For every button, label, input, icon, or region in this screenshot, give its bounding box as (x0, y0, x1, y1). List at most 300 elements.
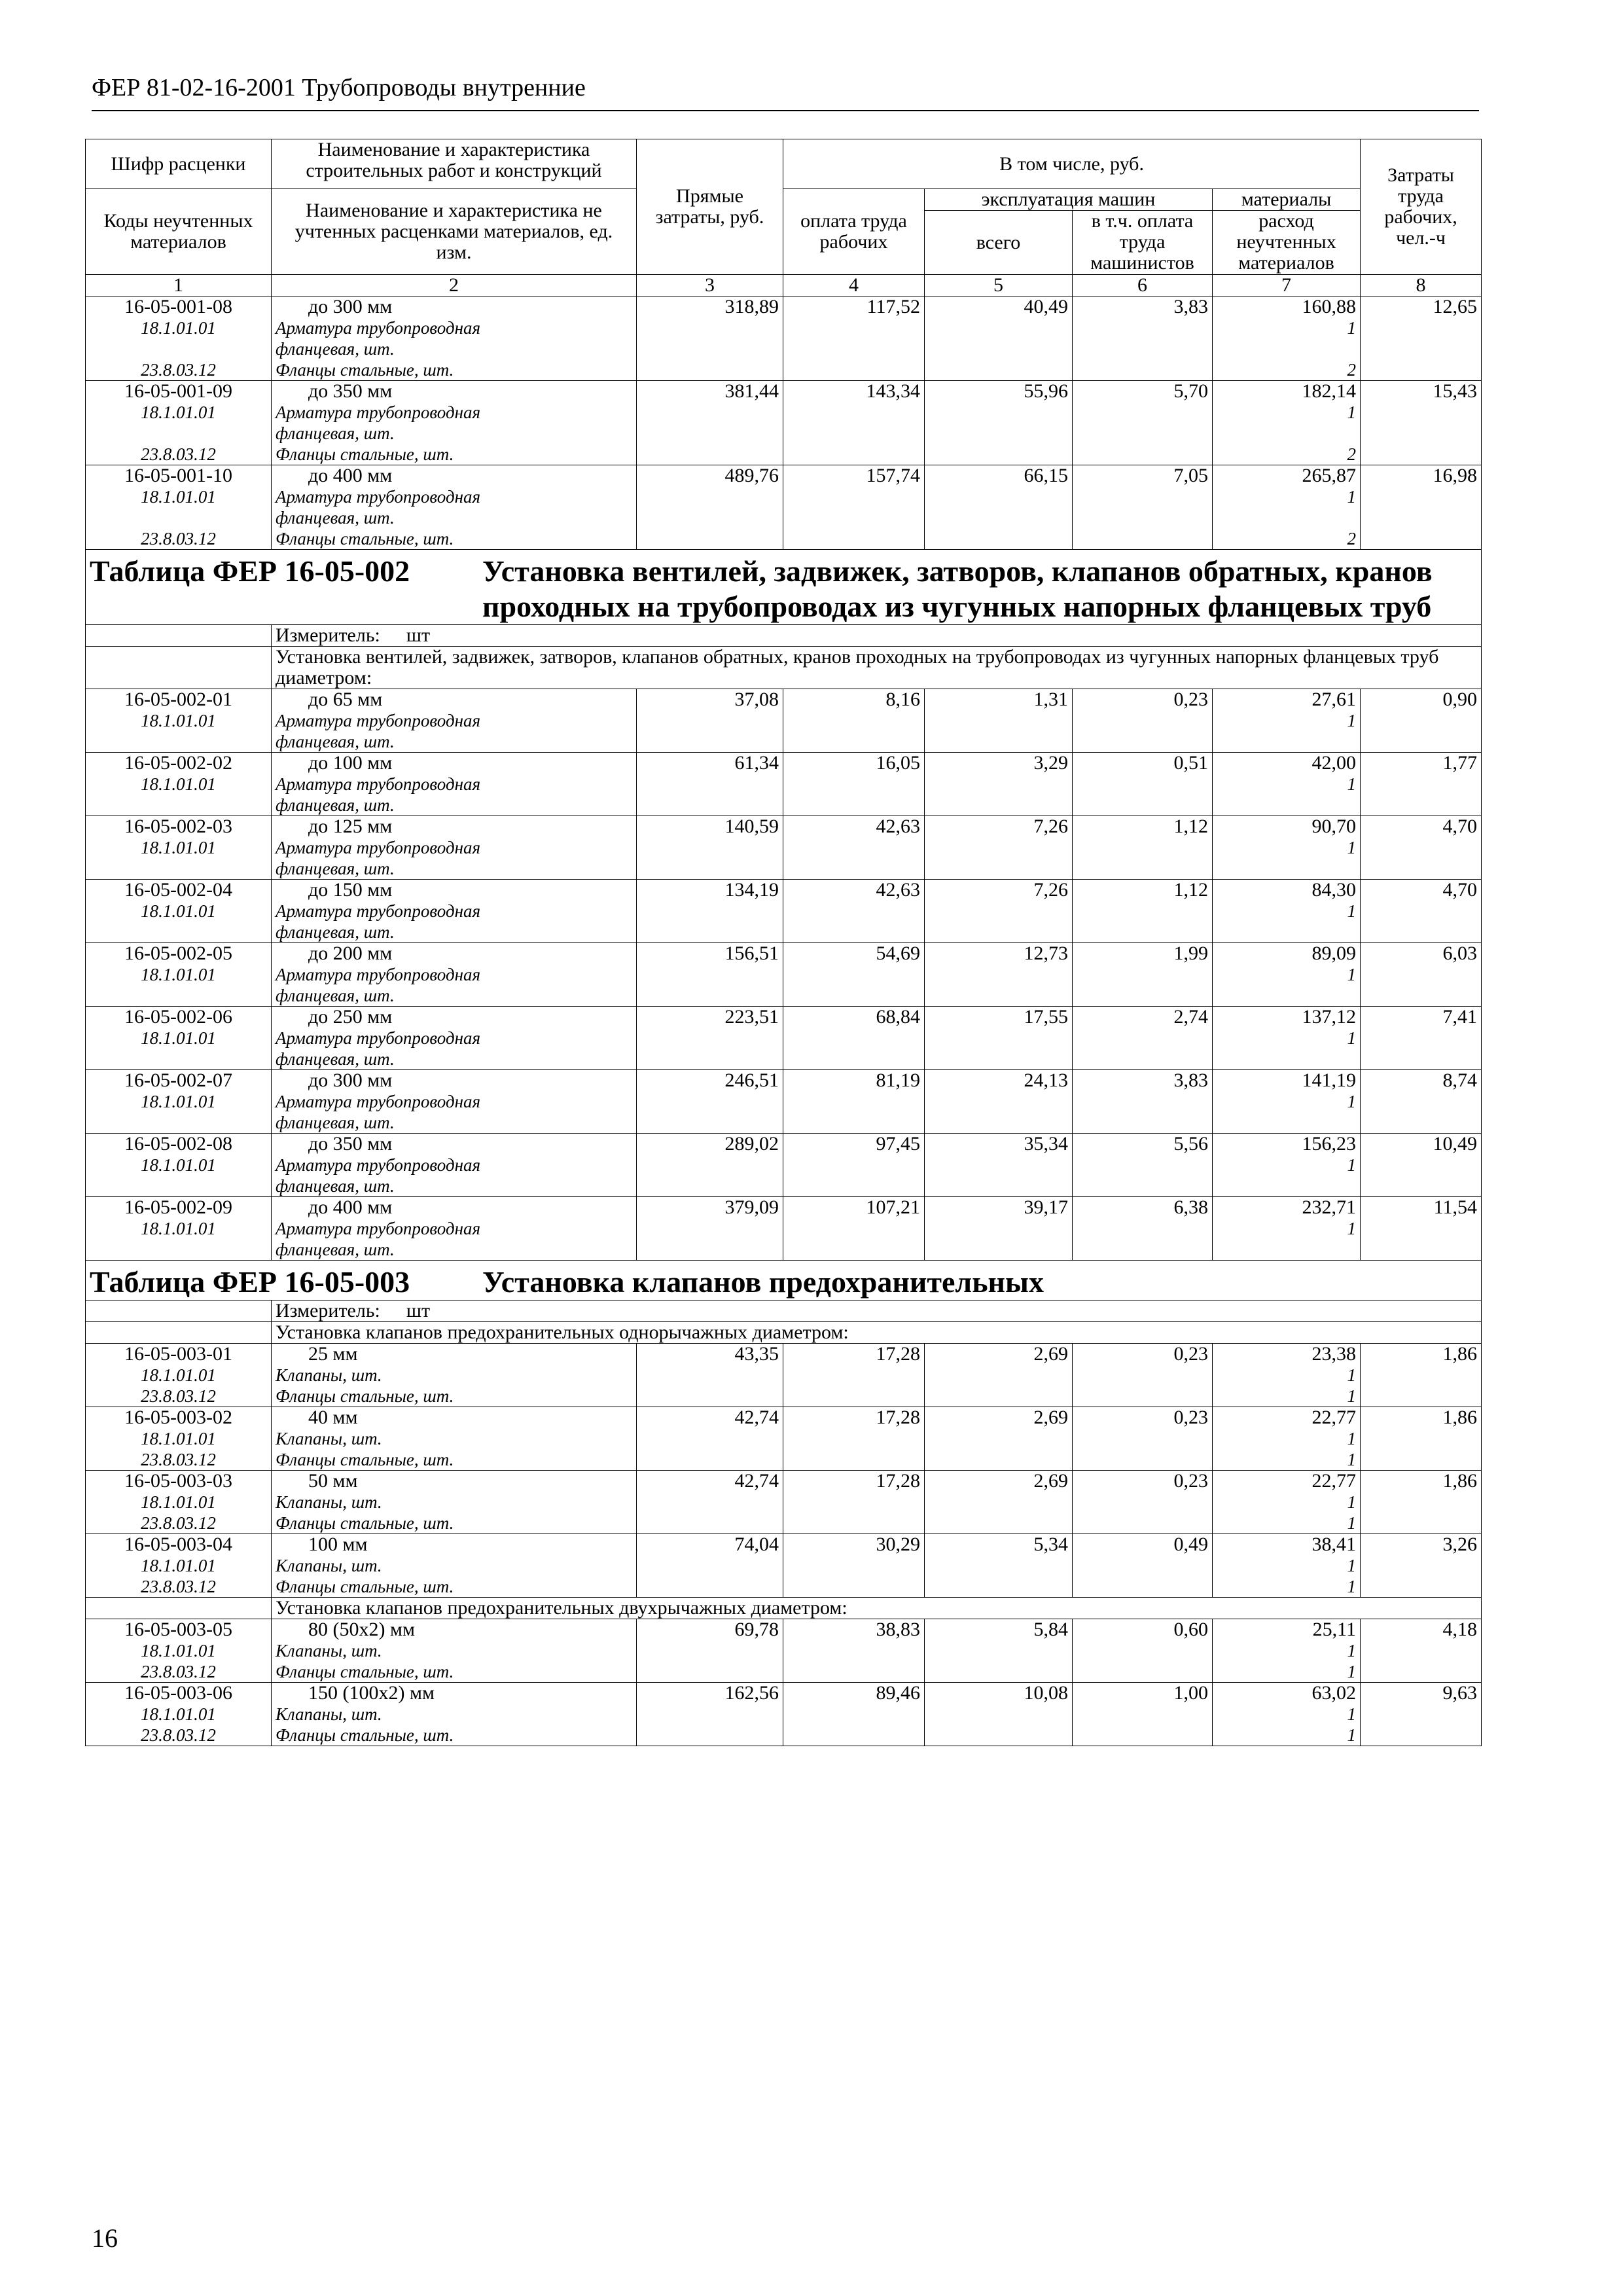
rate-value: 38,41 (1311, 1534, 1357, 1555)
rate-name: до 65 мм (308, 689, 383, 710)
rate-value: 246,51 (724, 1069, 779, 1091)
rate-value: 1,77 (1442, 752, 1478, 774)
meter-unit: шт (406, 1300, 431, 1321)
rate-cell-code (86, 943, 272, 1007)
rate-value: 12,65 (1433, 296, 1478, 317)
rate-value: 289,02 (724, 1133, 779, 1155)
rate-value: 381,44 (724, 380, 779, 402)
rate-cell-name (272, 465, 637, 550)
rate-value: 318,89 (724, 296, 779, 317)
rate-value: 140,59 (724, 816, 779, 837)
table-title-row (86, 1261, 1482, 1300)
material-qty (1217, 731, 1356, 752)
rate-row (86, 465, 1482, 550)
rate-code: 16-05-003-04 (124, 1534, 232, 1555)
value-cell (783, 381, 925, 465)
value-cell (925, 1471, 1073, 1534)
column-number: 8 (1361, 275, 1482, 296)
rate-row (86, 816, 1482, 880)
rate-row (86, 1070, 1482, 1134)
material-name: Фланцы стальные, шт. (276, 1386, 454, 1406)
material-qty: 1 (1347, 1155, 1357, 1175)
material-code (90, 731, 267, 752)
rate-value: 2,69 (1033, 1343, 1068, 1365)
rate-cell-code (86, 1197, 272, 1261)
group-title: Установка клапанов предохранительных однорычажных диаметром: (272, 1322, 1482, 1344)
rate-name: до 400 мм (308, 1196, 393, 1218)
material-qty: 1 (1347, 1492, 1357, 1512)
rate-value: 1,12 (1173, 879, 1208, 901)
material-name: Фланцы стальные, шт. (276, 1450, 454, 1469)
rate-cell-code (86, 1534, 272, 1598)
rate-row (86, 880, 1482, 943)
value-cell (783, 465, 925, 550)
material-name: Фланцы стальные, шт. (276, 529, 454, 548)
rate-cell-name (272, 689, 637, 753)
rate-row (86, 1471, 1482, 1534)
rate-code: 16-05-001-08 (124, 296, 232, 317)
meter-row (86, 1300, 1482, 1322)
rate-code: 16-05-002-08 (124, 1133, 232, 1155)
rate-value: 84,30 (1311, 879, 1357, 901)
material-name: Клапаны, шт. (276, 1704, 382, 1724)
material-name: Арматура трубопроводная (276, 774, 481, 794)
column-number: 3 (637, 275, 783, 296)
material-name: Клапаны, шт. (276, 1429, 382, 1448)
material-qty: 1 (1347, 1219, 1357, 1238)
material-code: 23.8.03.12 (141, 1725, 216, 1745)
material-qty: 1 (1347, 318, 1357, 338)
rate-code: 16-05-001-10 (124, 465, 232, 486)
rates-table (85, 139, 1482, 1746)
rate-row (86, 1197, 1482, 1261)
material-name: Арматура трубопроводная (276, 403, 481, 422)
table-title-cell (86, 550, 1482, 625)
rate-value: 74,04 (734, 1534, 779, 1555)
rate-name: до 100 мм (308, 752, 393, 774)
rate-value: 42,74 (734, 1470, 779, 1492)
value-cell (1213, 1070, 1361, 1134)
rate-value: 39,17 (1024, 1196, 1068, 1218)
value-cell (783, 1471, 925, 1534)
material-code: 23.8.03.12 (141, 1513, 216, 1533)
value-cell (783, 753, 925, 816)
meter-cell-blank (86, 625, 272, 647)
value-cell (637, 1070, 783, 1134)
rate-cell-name (272, 1007, 637, 1070)
rate-row (86, 1134, 1482, 1197)
rate-value: 6,03 (1442, 942, 1478, 964)
meter-cell-blank (86, 1300, 272, 1322)
header-name: Наименование и характеристика строительных работ и конструкций (272, 139, 637, 189)
rate-row (86, 296, 1482, 381)
rate-cell-code (86, 1407, 272, 1471)
material-qty (1217, 507, 1356, 528)
material-qty: 1 (1347, 1092, 1357, 1111)
rate-value: 379,09 (724, 1196, 779, 1218)
value-cell (1213, 1534, 1361, 1598)
material-name: Фланцы стальные, шт. (276, 444, 454, 464)
material-qty: 1 (1347, 1725, 1357, 1745)
material-code: 18.1.01.01 (141, 1704, 216, 1724)
value-cell (1213, 943, 1361, 1007)
material-name: фланцевая, шт. (276, 1176, 395, 1196)
value-cell (925, 296, 1073, 381)
value-cell (1213, 1683, 1361, 1746)
rate-row (86, 1407, 1482, 1471)
rate-name: 25 мм (308, 1343, 358, 1365)
header-row (86, 189, 1482, 211)
rate-value: 12,73 (1024, 942, 1068, 964)
rate-cell-name (272, 1619, 637, 1683)
material-code: 18.1.01.01 (141, 901, 216, 921)
material-code: 18.1.01.01 (141, 1556, 216, 1575)
rate-value: 134,19 (724, 879, 779, 901)
material-qty (1217, 338, 1356, 359)
rate-value: 27,61 (1311, 689, 1357, 710)
group-title: Установка клапанов предохранительных двухрычажных диаметром: (272, 1598, 1482, 1619)
rate-value: 42,63 (876, 816, 920, 837)
material-name: Арматура трубопроводная (276, 711, 481, 730)
material-qty: 1 (1347, 1662, 1357, 1681)
value-cell (1361, 753, 1482, 816)
value-cell (1361, 816, 1482, 880)
rate-cell-name (272, 1197, 637, 1261)
material-code: 23.8.03.12 (141, 444, 216, 464)
rate-value: 1,86 (1442, 1343, 1478, 1365)
material-name: Клапаны, шт. (276, 1641, 382, 1660)
value-cell (925, 1070, 1073, 1134)
rate-value: 90,70 (1311, 816, 1357, 837)
rate-value: 81,19 (876, 1069, 920, 1091)
material-name: Фланцы стальные, шт. (276, 1662, 454, 1681)
rate-cell-name (272, 381, 637, 465)
material-qty: 1 (1347, 774, 1357, 794)
rate-cell-name (272, 943, 637, 1007)
rate-name: до 300 мм (308, 1069, 393, 1091)
rate-value: 40,49 (1024, 296, 1068, 317)
rate-cell-code (86, 1619, 272, 1683)
material-qty (1217, 423, 1356, 444)
value-cell (783, 880, 925, 943)
value-cell (925, 1683, 1073, 1746)
material-code: 18.1.01.01 (141, 965, 216, 984)
material-code: 18.1.01.01 (141, 1155, 216, 1175)
value-cell (1361, 1197, 1482, 1261)
group-title-blank (86, 1598, 272, 1619)
table-id: Таблица ФЕР 16-05-002 (90, 554, 410, 588)
rate-value: 10,49 (1433, 1133, 1478, 1155)
material-code: 23.8.03.12 (141, 1386, 216, 1406)
material-qty: 1 (1347, 487, 1357, 507)
value-cell (1361, 943, 1482, 1007)
rate-name: до 300 мм (308, 296, 393, 317)
material-name: Арматура трубопроводная (276, 1028, 481, 1048)
rate-code: 16-05-002-02 (124, 752, 232, 774)
meter-row (86, 625, 1482, 647)
material-code (90, 795, 267, 816)
rate-value: 0,49 (1173, 1534, 1208, 1555)
rate-value: 0,23 (1173, 689, 1208, 710)
rate-value: 5,34 (1033, 1534, 1068, 1555)
rate-row (86, 689, 1482, 753)
material-code: 23.8.03.12 (141, 360, 216, 380)
value-cell (1361, 465, 1482, 550)
material-qty: 1 (1347, 1450, 1357, 1469)
header-machines-total: всего (925, 211, 1073, 275)
value-cell (1073, 1344, 1213, 1407)
column-numbers-row (86, 275, 1482, 296)
material-code: 23.8.03.12 (141, 529, 216, 548)
value-cell (1073, 381, 1213, 465)
value-cell (637, 1134, 783, 1197)
value-cell (783, 1534, 925, 1598)
material-qty (1217, 1239, 1356, 1260)
rate-value: 0,90 (1442, 689, 1478, 710)
value-cell (1361, 1471, 1482, 1534)
rate-code: 16-05-002-04 (124, 879, 232, 901)
value-cell (1073, 1197, 1213, 1261)
rate-value: 5,56 (1173, 1133, 1208, 1155)
value-cell (1213, 1344, 1361, 1407)
value-cell (1213, 1619, 1361, 1683)
value-cell (783, 1344, 925, 1407)
header-materials: материалы (1213, 189, 1361, 211)
rate-value: 223,51 (724, 1006, 779, 1028)
group-title-row (86, 647, 1482, 689)
value-cell (925, 1407, 1073, 1471)
value-cell (637, 465, 783, 550)
rate-cell-code (86, 465, 272, 550)
rate-value: 25,11 (1312, 1619, 1357, 1640)
rate-name: до 400 мм (308, 465, 393, 486)
value-cell (1361, 1619, 1482, 1683)
rate-value: 0,60 (1173, 1619, 1208, 1640)
value-cell (925, 753, 1073, 816)
column-number: 6 (1073, 275, 1213, 296)
rate-value: 54,69 (876, 942, 920, 964)
rate-value: 4,70 (1442, 879, 1478, 901)
rate-code: 16-05-003-01 (124, 1343, 232, 1365)
rate-row (86, 943, 1482, 1007)
material-name: фланцевая, шт. (276, 922, 395, 942)
rate-cell-code (86, 1134, 272, 1197)
table-id: Таблица ФЕР 16-05-003 (90, 1265, 410, 1299)
material-name: Клапаны, шт. (276, 1365, 382, 1385)
material-code: 18.1.01.01 (141, 318, 216, 338)
rate-name: 40 мм (308, 1407, 358, 1428)
value-cell (783, 1134, 925, 1197)
value-cell (1361, 1534, 1482, 1598)
rate-row (86, 1619, 1482, 1683)
rate-value: 117,52 (866, 296, 920, 317)
rate-value: 63,02 (1311, 1682, 1357, 1704)
rate-value: 9,63 (1442, 1682, 1478, 1704)
material-name: фланцевая, шт. (276, 1240, 395, 1259)
material-code (90, 507, 267, 528)
value-cell (637, 880, 783, 943)
rate-value: 7,26 (1033, 816, 1068, 837)
rate-value: 1,12 (1173, 816, 1208, 837)
material-qty: 1 (1347, 1365, 1357, 1385)
column-number: 4 (783, 275, 925, 296)
value-cell (1361, 1070, 1482, 1134)
value-cell (637, 381, 783, 465)
meter-cell (272, 1300, 1482, 1322)
material-qty: 1 (1347, 403, 1357, 422)
value-cell (925, 1619, 1073, 1683)
value-cell (783, 1683, 925, 1746)
value-cell (637, 296, 783, 381)
rate-value: 43,35 (734, 1343, 779, 1365)
value-cell (783, 943, 925, 1007)
material-name: Арматура трубопроводная (276, 318, 481, 338)
rate-value: 17,28 (876, 1343, 920, 1365)
value-cell (783, 816, 925, 880)
value-cell (783, 1619, 925, 1683)
group-title-blank (86, 1322, 272, 1344)
material-name: фланцевая, шт. (276, 339, 395, 359)
material-qty: 1 (1347, 1704, 1357, 1724)
material-code (90, 1049, 267, 1069)
rate-value: 97,45 (876, 1133, 920, 1155)
rate-value: 4,18 (1442, 1619, 1478, 1640)
material-qty (1217, 1049, 1356, 1069)
material-name: Фланцы стальные, шт. (276, 360, 454, 380)
value-cell (637, 1007, 783, 1070)
header-mat-names: Наименование и характеристика не учтенных расценками материалов, ед. изм. (272, 189, 637, 275)
value-cell (1073, 465, 1213, 550)
header-row (86, 139, 1482, 189)
material-name: фланцевая, шт. (276, 986, 395, 1005)
material-name: фланцевая, шт. (276, 859, 395, 878)
material-name: Арматура трубопроводная (276, 901, 481, 921)
group-title-blank (86, 647, 272, 689)
material-name: Фланцы стальные, шт. (276, 1577, 454, 1596)
rate-row (86, 1683, 1482, 1746)
rate-value: 232,71 (1302, 1196, 1357, 1218)
material-code (90, 1112, 267, 1133)
rate-value: 2,69 (1033, 1470, 1068, 1492)
value-cell (1073, 1070, 1213, 1134)
rate-value: 156,51 (724, 942, 779, 964)
material-qty: 1 (1347, 1386, 1357, 1406)
rate-cell-code (86, 296, 272, 381)
material-code: 18.1.01.01 (141, 1492, 216, 1512)
rate-value: 489,76 (724, 465, 779, 486)
value-cell (1213, 816, 1361, 880)
value-cell (1073, 296, 1213, 381)
rate-value: 1,31 (1033, 689, 1068, 710)
rate-value: 3,29 (1033, 752, 1068, 774)
rate-cell-name (272, 1683, 637, 1746)
value-cell (637, 816, 783, 880)
material-code: 18.1.01.01 (141, 1429, 216, 1448)
value-cell (1073, 1007, 1213, 1070)
column-number: 2 (272, 275, 637, 296)
rate-value: 1,99 (1173, 942, 1208, 964)
rate-value: 2,74 (1173, 1006, 1208, 1028)
value-cell (1073, 1619, 1213, 1683)
rate-code: 16-05-002-05 (124, 942, 232, 964)
group-title-row (86, 1598, 1482, 1619)
material-name: Арматура трубопроводная (276, 1092, 481, 1111)
value-cell (1073, 1471, 1213, 1534)
material-qty: 1 (1347, 711, 1357, 730)
value-cell (925, 880, 1073, 943)
rate-value: 89,09 (1311, 942, 1357, 964)
rate-value: 7,05 (1173, 465, 1208, 486)
value-cell (637, 1683, 783, 1746)
rate-value: 160,88 (1302, 296, 1357, 317)
rate-value: 89,46 (876, 1682, 920, 1704)
rate-value: 15,43 (1433, 380, 1478, 402)
meter-label: Измеритель: (276, 1300, 380, 1321)
rate-cell-code (86, 1344, 272, 1407)
material-code: 18.1.01.01 (141, 1219, 216, 1238)
material-qty: 1 (1347, 1577, 1357, 1596)
rate-cell-name (272, 296, 637, 381)
rate-value: 143,34 (866, 380, 920, 402)
rate-cell-code (86, 1070, 272, 1134)
rate-name: до 200 мм (308, 942, 393, 964)
value-cell (637, 1197, 783, 1261)
value-cell (1073, 753, 1213, 816)
rate-value: 55,96 (1024, 380, 1068, 402)
material-qty: 2 (1347, 360, 1357, 380)
value-cell (637, 1471, 783, 1534)
value-cell (925, 1344, 1073, 1407)
rate-value: 156,23 (1302, 1133, 1357, 1155)
rate-value: 66,15 (1024, 465, 1068, 486)
value-cell (637, 1407, 783, 1471)
group-title-row (86, 1322, 1482, 1344)
material-qty: 1 (1347, 1028, 1357, 1048)
rate-value: 16,05 (876, 752, 920, 774)
value-cell (1213, 1197, 1361, 1261)
rate-cell-name (272, 753, 637, 816)
rate-value: 8,16 (885, 689, 920, 710)
header-labor: Затраты труда рабочих, чел.-ч (1361, 139, 1482, 275)
value-cell (1361, 1683, 1482, 1746)
value-cell (783, 689, 925, 753)
rate-code: 16-05-002-06 (124, 1006, 232, 1028)
value-cell (1213, 689, 1361, 753)
rate-code: 16-05-003-02 (124, 1407, 232, 1428)
group-title: Установка вентилей, задвижек, затворов, клапанов обратных, кранов проходных на трубопроводах из чугунных напорных фланцевых труб диаметром: (272, 647, 1482, 689)
rate-name: до 150 мм (308, 879, 393, 901)
value-cell (1361, 1344, 1482, 1407)
rate-value: 17,28 (876, 1470, 920, 1492)
material-code: 18.1.01.01 (141, 1641, 216, 1660)
table-name: Установка вентилей, задвижек, затворов, клапанов обратных, кранов проходных на трубопроводах из чугунных напорных фланцевых труб (482, 554, 1433, 623)
column-number: 7 (1213, 275, 1361, 296)
rate-value: 69,78 (734, 1619, 779, 1640)
rate-value: 42,74 (734, 1407, 779, 1428)
material-code: 18.1.01.01 (141, 1365, 216, 1385)
value-cell (637, 1344, 783, 1407)
value-cell (637, 1534, 783, 1598)
material-name: фланцевая, шт. (276, 508, 395, 528)
material-qty: 1 (1347, 1513, 1357, 1533)
material-qty: 1 (1347, 1429, 1357, 1448)
material-code: 18.1.01.01 (141, 838, 216, 857)
rate-value: 38,83 (876, 1619, 920, 1640)
material-code: 18.1.01.01 (141, 1028, 216, 1048)
document-title: ФЕР 81-02-16-2001 Трубопроводы внутренние (92, 74, 586, 101)
material-code (90, 423, 267, 444)
rate-value: 22,77 (1311, 1407, 1357, 1428)
